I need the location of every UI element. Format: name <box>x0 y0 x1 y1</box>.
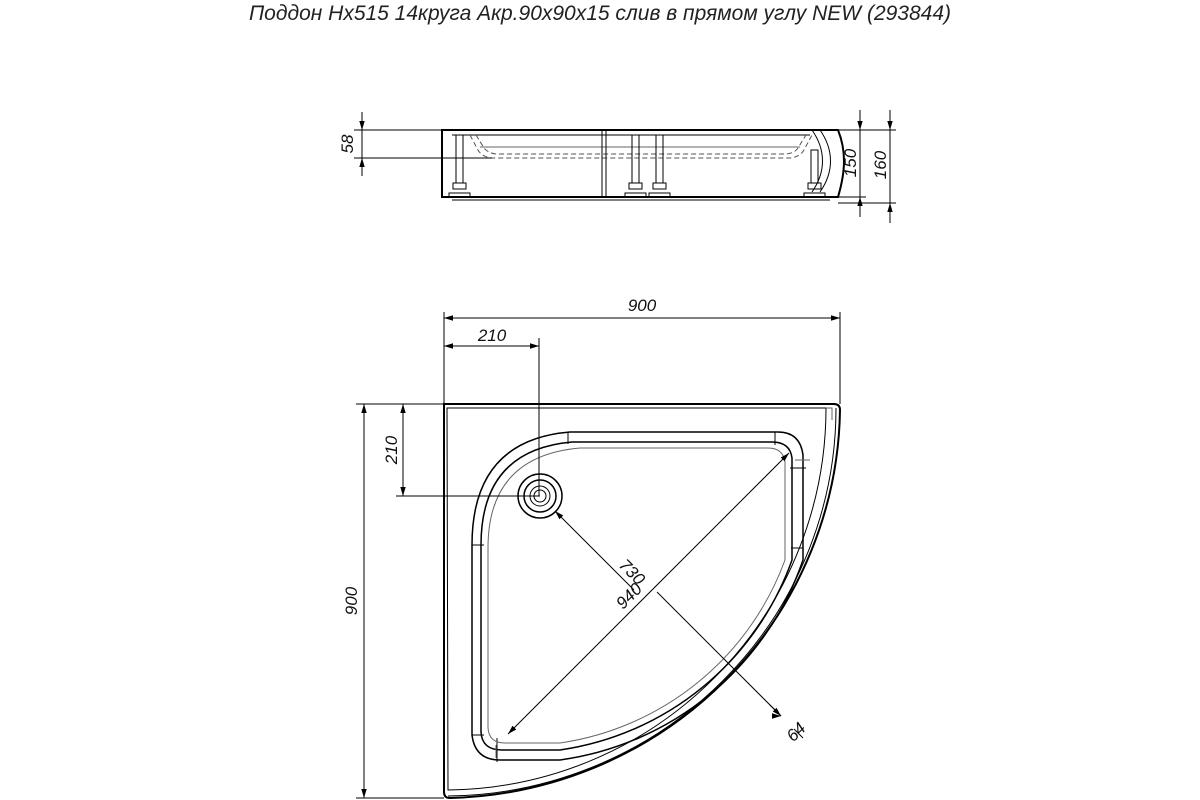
dim-drain-x-210: 210 <box>477 326 507 345</box>
dim-width-900: 900 <box>627 296 657 315</box>
side-view-body <box>442 130 844 197</box>
dim-160: 160 <box>871 150 890 180</box>
top-view <box>342 296 840 798</box>
dim-940: 940 <box>612 579 646 613</box>
dim-150: 150 <box>841 148 860 178</box>
side-view <box>338 110 896 223</box>
dim-730: 730 <box>615 555 649 589</box>
dim-height-900: 900 <box>342 586 361 616</box>
dim-58: 58 <box>338 134 357 154</box>
side-view-legs <box>449 135 825 197</box>
dim-drain-y-210: 210 <box>382 435 401 465</box>
dim-64: 64 <box>782 718 810 746</box>
tray-outline <box>444 404 840 798</box>
drawing-title: Поддон Нх515 14круга Акр.90х90х15 слив в прямом углу NEW (293844) <box>248 2 952 25</box>
